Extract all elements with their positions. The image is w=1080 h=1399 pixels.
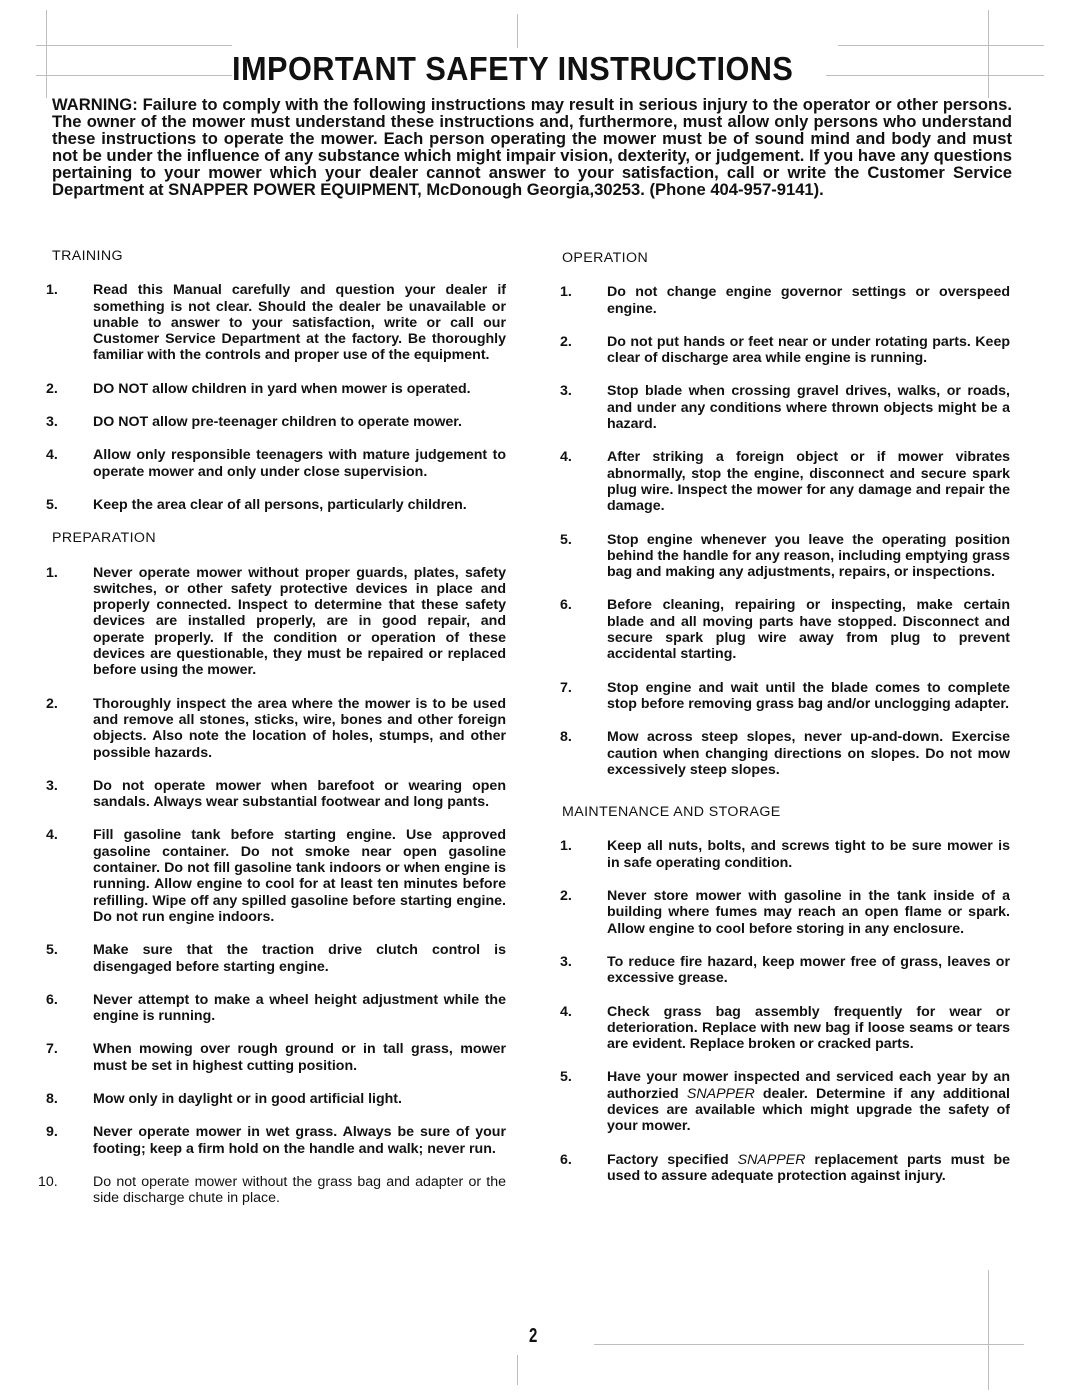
operation-item [560,284,1010,317]
item-text: Mow across steep slopes, never up-and-down. Exercise caution when changing directions on slopes. Do not mow excessively steep slopes. [607,729,1010,778]
title-underline-right [826,75,1044,76]
maintenance-item [560,954,1010,987]
item-text: Thoroughly inspect the area where the mower is to be used and remove all stones, sticks, wire, bones and other foreign objects. Also note the location of holes, stumps, and other possible hazards. [93,695,506,761]
item-text: Keep all nuts, bolts, and screws tight to be sure mower is in safe operating condition. [607,838,1010,871]
vertical-rule-left [46,10,47,98]
item-number: 1. [46,564,58,581]
item-number: 5. [560,1069,572,1086]
item-number: 3. [46,414,58,431]
item-text: Do not put hands or feet near or under rotating parts. Keep clear of discharge area while engine is running. [607,333,1010,367]
item-text [607,1069,1010,1134]
preparation-heading: PREPARATION [52,530,156,547]
preparation-item [46,696,506,761]
item-text: Do not change engine governor settings or overspeed engine. [607,284,1010,317]
item-text: Never operate mower in wet grass. Always be sure of your footing; keep a firm hold on the handle and walk; never run. [93,1124,506,1157]
bottom-vertical-right [988,1270,989,1390]
item-text: Check grass bag assembly frequently for wear or deterioration. Replace with new bag if loose seams or tears are evident. Replace broken or cracked parts. [607,1003,1010,1053]
brand-name: SNAPPER [686,1085,755,1102]
item-number: 1. [560,284,572,301]
operation-heading: OPERATION [562,250,649,266]
item-number: 6. [560,597,572,614]
item-text: Keep the area clear of all persons, particularly children. [93,496,467,513]
operation-item [560,383,1010,432]
item-text: After striking a foreign object or if mower vibrates abnormally, stop the engine, disconnect and secure spark plug wire. Inspect the mower for any damage and repair the damage. [607,449,1010,515]
item-number: 9. [46,1124,58,1141]
operation-item [560,334,1010,367]
item-number: 2. [46,695,58,712]
item-number: 6. [46,991,58,1008]
preparation-item [46,565,506,679]
training-item [46,381,506,397]
item-text: Allow only responsible teenagers with mature judgement to operate mower and only under close supervision. [93,447,506,480]
warning-paragraph: WARNING: Failure to comply with the following instructions may result in serious injury to the operator or other persons. The owner of the mower must understand these instructions and, furthermore, must allow only persons who understand these instructions to operate the mower. Each person operating the mower must be of sound mind and body and must not be under the influence of any substance which might impair vision, dexterity, or judgement. If you have any questions pertaining to your mower which your dealer cannot answer to your satisfaction, call or write the Customer Service Department at SNAPPER POWER EQUIPMENT, McDonough Georgia,30253. (Phone 404-957-9141). [52,95,1012,199]
item-number: 2. [560,888,572,905]
bottom-vertical-center [517,1355,518,1385]
item-number: 4. [560,1003,572,1020]
maintenance-heading: MAINTENANCE AND STORAGE [562,804,781,821]
preparation-item [46,1124,506,1157]
item-text [607,1152,1010,1185]
item-text: DO NOT allow children in yard when mower is operated. [93,380,471,397]
item-text: Never store mower with gasoline in the tank inside of a building where fumes may reach an open flame or spark. Allow engine to cool before storing in any enclosure. [607,888,1010,937]
item-number: 6. [560,1151,572,1168]
vertical-rule-right [988,10,989,98]
maintenance-item [560,1069,1010,1134]
item-text-part: dealer. Determine if any additional devices are available which might upgrade the safety of your mower. [607,1085,1011,1135]
item-text: Mow only in daylight or in good artificial light. [93,1090,402,1107]
item-number: 4. [46,827,58,844]
vertical-rule-center [517,14,518,48]
item-number: 3. [46,777,58,794]
training-item [46,282,506,363]
operation-item [560,449,1010,514]
item-number: 4. [560,449,572,466]
item-number: 5. [46,942,58,959]
item-text-part: replacement parts must be used to assure adequate protection against injury. [607,1151,1010,1184]
item-number: 1. [560,838,572,855]
training-heading: TRAINING [52,248,123,264]
preparation-item [46,942,506,975]
training-item [46,414,506,430]
item-number: 5. [560,531,572,548]
item-number: 7. [46,1041,58,1058]
preparation-item [46,827,506,925]
preparation-item [46,1041,506,1074]
top-rule-left [36,45,232,46]
item-number: 10. [38,1173,58,1190]
item-text: Do not operate mower without the grass bag and adapter or the side discharge chute in place. [93,1173,506,1207]
maintenance-item [560,888,1010,937]
item-text: When mowing over rough ground or in tall grass, mower must be set in highest cutting position. [93,1041,506,1074]
item-text: To reduce fire hazard, keep mower free of grass, leaves or excessive grease. [607,953,1010,987]
item-text: Never attempt to make a wheel height adjustment while the engine is running. [93,991,506,1025]
page-title: IMPORTANT SAFETY INSTRUCTIONS [232,50,794,87]
maintenance-item [560,1152,1010,1185]
bottom-rule-right [594,1344,1024,1345]
item-text: Do not operate mower when barefoot or wearing open sandals. Always wear substantial footwear and long pants. [93,777,506,811]
item-number: 3. [560,953,572,970]
operation-item [560,680,1010,713]
preparation-item [46,992,506,1025]
left-column [38,248,506,1223]
item-number: 2. [46,380,58,397]
right-column [560,250,1010,1201]
maintenance-item [560,838,1010,871]
preparation-item [38,1173,506,1207]
preparation-item [46,1091,506,1107]
item-number: 1. [46,282,58,299]
operation-item [560,729,1010,778]
item-text-part: Have your mower inspected and serviced each year by an authorzied [607,1069,1010,1102]
top-rule-right [838,45,1044,46]
item-text: Make sure that the traction drive clutch control is disengaged before starting engine. [93,942,506,975]
operation-item [560,597,1010,662]
item-text: DO NOT allow pre-teenager children to operate mower. [93,414,462,431]
maintenance-item [560,1004,1010,1053]
training-item [46,497,506,513]
item-number: 5. [46,496,58,513]
item-text: Never operate mower without proper guards, plates, safety switches, or other safety protective devices in place and properly connected. Inspect to determine that these safety devices are installed properly, are in good repair, and operate properly. If the condition or operation of these devices are questionable, they must be repaired or replaced before using the mower. [93,564,506,679]
item-number: 2. [560,333,572,350]
brand-name: SNAPPER [737,1151,806,1168]
item-text: Stop blade when crossing gravel drives, walks, or roads, and under any conditions where thrown objects might be a hazard. [607,383,1010,433]
preparation-item [46,778,506,811]
item-text: Read this Manual carefully and question your dealer if something is not clear. Should the dealer be unavailable or unable to answer to your satisfaction, write or call our Customer Service Department at the factory. Be thoroughly familiar with the controls and proper use of the equipment. [93,282,506,364]
item-text-part: Factory specified [607,1151,738,1168]
operation-item [560,532,1010,581]
item-text: Before cleaning, repairing or inspecting, make certain blade and all moving parts have stopped. Disconnect and secure spark plug wire away from plug to prevent accidental starting. [607,597,1010,663]
item-text: Stop engine whenever you leave the operating position behind the handle for any reason, including emptying grass bag and making any adjustments, repairs, or inspections. [607,531,1010,581]
page-number: 2 [529,1325,538,1347]
item-text: Fill gasoline tank before starting engine. Use approved gasoline container. Do not smoke near open gasoline container. Do not fill gasoline tank indoors or when engine is running. Allow engine to cool for at least ten minutes before refilling. Wipe off any spilled gasoline before starting engine. Do not run engine indoors. [93,827,506,925]
item-number: 4. [46,447,58,464]
item-number: 8. [560,729,572,746]
training-item [46,447,506,480]
title-underline-left [36,75,232,76]
item-number: 8. [46,1090,58,1107]
item-number: 7. [560,679,572,696]
item-text: Stop engine and wait until the blade comes to complete stop before removing grass bag and/or unclogging adapter. [607,679,1010,712]
item-number: 3. [560,383,572,400]
